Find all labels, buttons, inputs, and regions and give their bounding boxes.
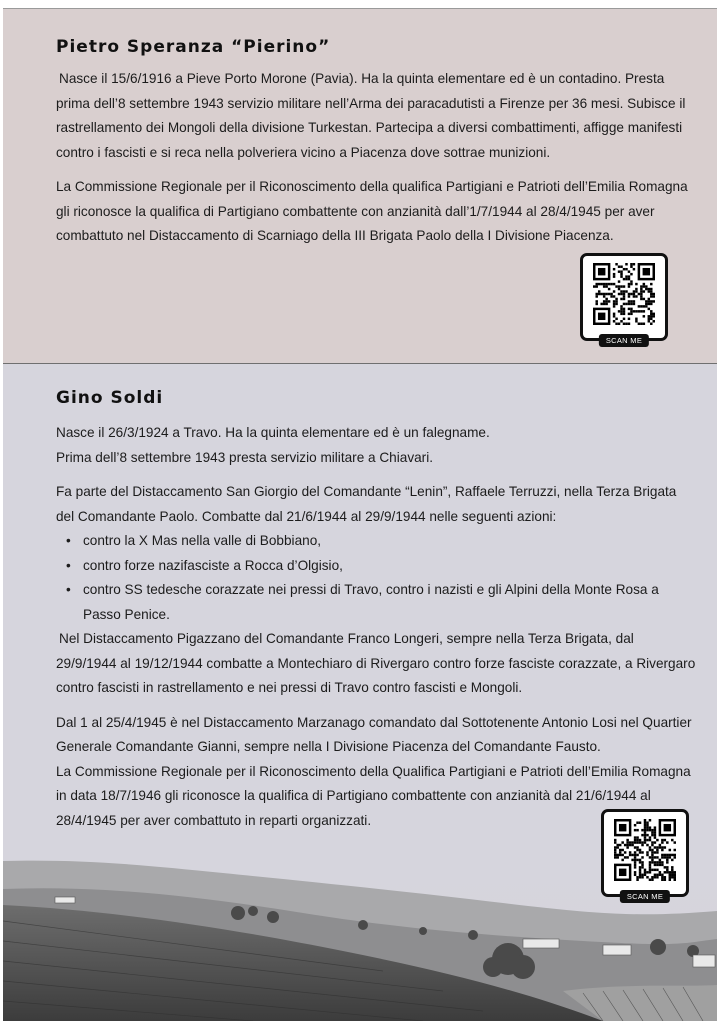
biography-text (56, 421, 696, 833)
scan-me-label: SCAN ME (620, 890, 670, 903)
biography-section-gino-soldi (3, 363, 717, 1021)
qr-code[interactable] (580, 253, 668, 345)
qr-code[interactable] (601, 809, 689, 901)
biography-paragraph: Nasce il 26/3/1924 a Travo. Ha la quinta elementare ed è un falegname. (56, 425, 490, 440)
biography-paragraph: La Commissione Regionale per il Riconoscimento della Qualifica Partigiani e Patrioti dell’Emilia Romagna in data 18/7/1946 gli riconosce la qualifica di Partigiano combattente con anzianità dal 21/6/1944 al 28/4/1945 per aver combattuto in reparti organizzati. (56, 763, 691, 828)
biography-paragraph: Nel Distaccamento Pigazzano del Comandante Franco Longeri, sempre nella Terza Brigata, dal 29/9/1944 al 19/12/1944 combatte a Montechiaro di Rivergaro contro forze fasciste corazzate, a Rivergaro contro fascisti in rastrellamento e nei pressi di Travo contro fascisti e Mongoli. (56, 631, 696, 695)
action-list (56, 529, 696, 627)
qr-code-icon (614, 819, 676, 881)
list-item: • contro la X Mas nella valle di Bobbiano, (80, 529, 696, 554)
bullet-icon: • (66, 557, 71, 573)
qr-code-icon (593, 263, 655, 325)
biography-paragraph: La Commissione Regionale per il Riconoscimento della qualifica Partigiani e Patrioti dell’Emilia Romagna gli riconosce la qualifica di Partigiano combattente con anzianità dall’1/7/1944 al 28/4/1945 per aver combattuto nel Distaccamento di Scarniago della III Brigata Paolo della I Divisione Piacenza. (56, 179, 688, 243)
bullet-icon: • (66, 533, 71, 548)
list-item: • contro forze nazifasciste a Rocca d’Olgisio, (80, 554, 696, 579)
biography-paragraph: Dal 1 al 25/4/1945 è nel Distaccamento Marzanago comandato dal Sottotenente Antonio Losi nel Quartier Generale Comandante Gianni, sempre nella I Divisione Piacenza del Comandante Fausto. (56, 714, 692, 754)
biography-text (56, 67, 696, 249)
biography-paragraph: Prima dell’8 settembre 1943 presta servizio militare a Chiavari. (56, 449, 434, 465)
bullet-icon: • (66, 582, 71, 597)
biography-section-pietro-speranza (3, 8, 717, 363)
biography-paragraph: Nasce il 15/6/1916 a Pieve Porto Morone (Pavia). Ha la quinta elementare ed è un contadino. Presta prima dell’8 settembre 1943 servizio militare nell’Arma dei paracadutisti a Firenze per 36 mesi. Subisce il rastrellamento dei Mongoli della divisione Turkestan. Partecipa a diversi combattimenti, affigge manifesti contro i fascisti e si reca nella polveriera vicino a Piacenza dove sottrae munizioni. (56, 71, 686, 160)
biography-paragraph: Fa parte del Distaccamento San Giorgio del Comandante “Lenin”, Raffaele Terruzzi, nella Terza Brigata del Comandante Paolo. Combatte dal 21/6/1944 al 29/9/1944 nelle seguenti azioni: (56, 484, 677, 524)
person-name-title: Gino Soldi (56, 388, 164, 408)
list-item: • contro SS tedesche corazzate nei pressi di Travo, contro i nazisti e gli Alpini della Monte Rosa a Passo Penice. (80, 578, 696, 627)
scan-me-label: SCAN ME (599, 334, 649, 347)
person-name-title: Pietro Speranza “Pierino” (56, 37, 331, 57)
